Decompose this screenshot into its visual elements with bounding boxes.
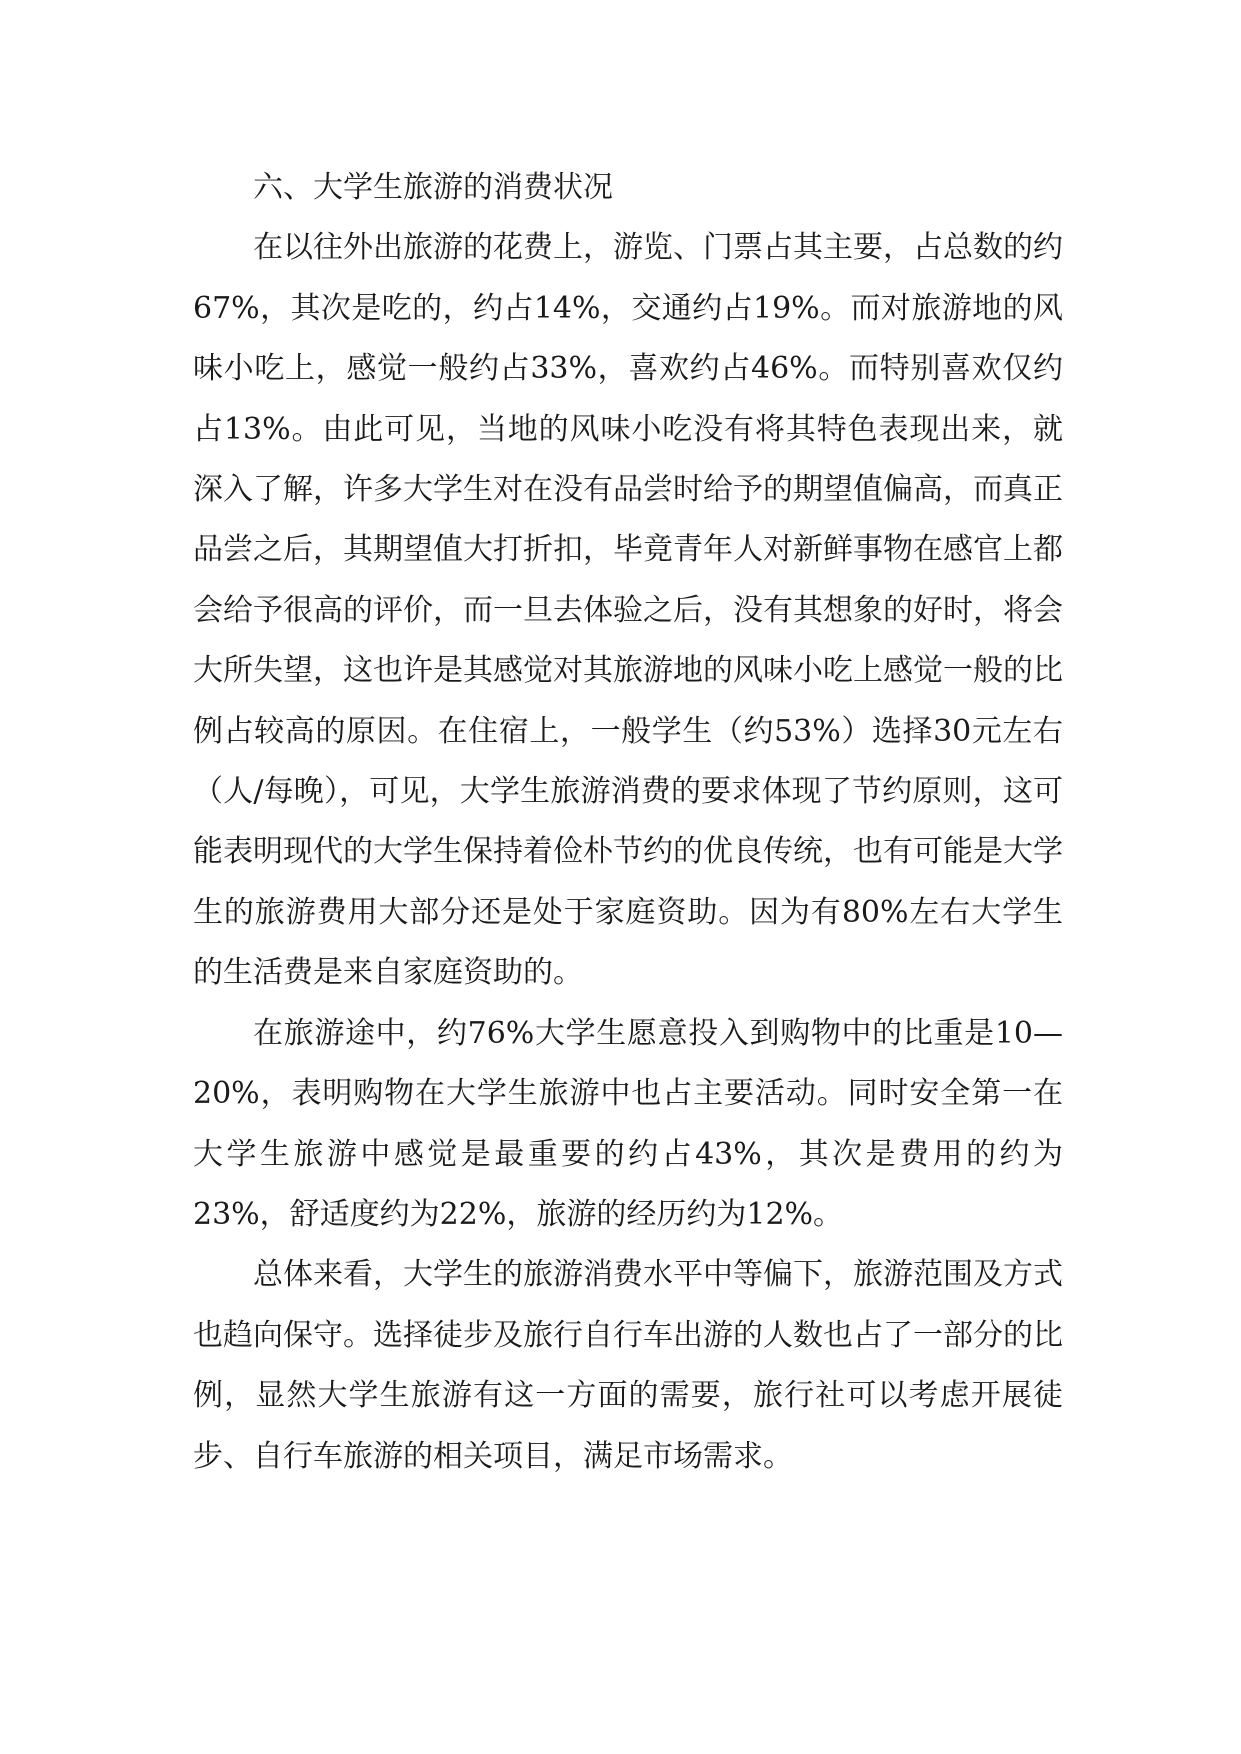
section-heading: 六、大学生旅游的消费状况 (253, 170, 613, 205)
paragraph-consumption-costs: 在以往外出旅游的花费上，游览、门票占其主要，占总数的约67%，其次是吃的，约占14%，交通约占19%。而对旅游地的风味小吃上，感觉一般约占33%，喜欢约占46%。而特别喜欢仅约占13%。由此可见，当地的风味小吃没有将其特色表现出来，就深入了解，许多大学生对在没有品尝时给予的期望值偏高，而真正品尝之后，其期望值大打折扣，毕竟青年人对新鲜事物在感官上都会给予很高的评价，而一旦去体验之后，没有其想象的好时，将会大所失望，这也许是其感觉对其旅游地的风味小吃上感觉一般的比例占较高的原因。在住宿上，一般学生（约53%）选择30元左右（人/每晚），可见，大学生旅游消费的要求体现了节约原则，这可能表明现代的大学生保持着俭朴节约的优良传统，也有可能是大学生的旅游费用大部分还是处于家庭资助。因为有80%左右大学生的生活费是来自家庭资助的。 (193, 230, 1063, 991)
document-body (193, 158, 1063, 1487)
paragraph-summary: 总体来看，大学生的旅游消费水平中等偏下，旅游范围及方式也趋向保守。选择徒步及旅行自行车出游的人数也占了一部分的比例，显然大学生旅游有这一方面的需要，旅行社可以考虑开展徒步、自行车旅游的相关项目，满足市场需求。 (193, 1257, 1063, 1474)
paragraph-shopping-priorities: 在旅游途中，约76%大学生愿意投入到购物中的比重是10—20%，表明购物在大学生旅游中也占主要活动。同时安全第一在大学生旅游中感觉是最重要的约占43%，其次是费用的约为23%，舒适度约为22%，旅游的经历约为12%。 (193, 1015, 1063, 1232)
